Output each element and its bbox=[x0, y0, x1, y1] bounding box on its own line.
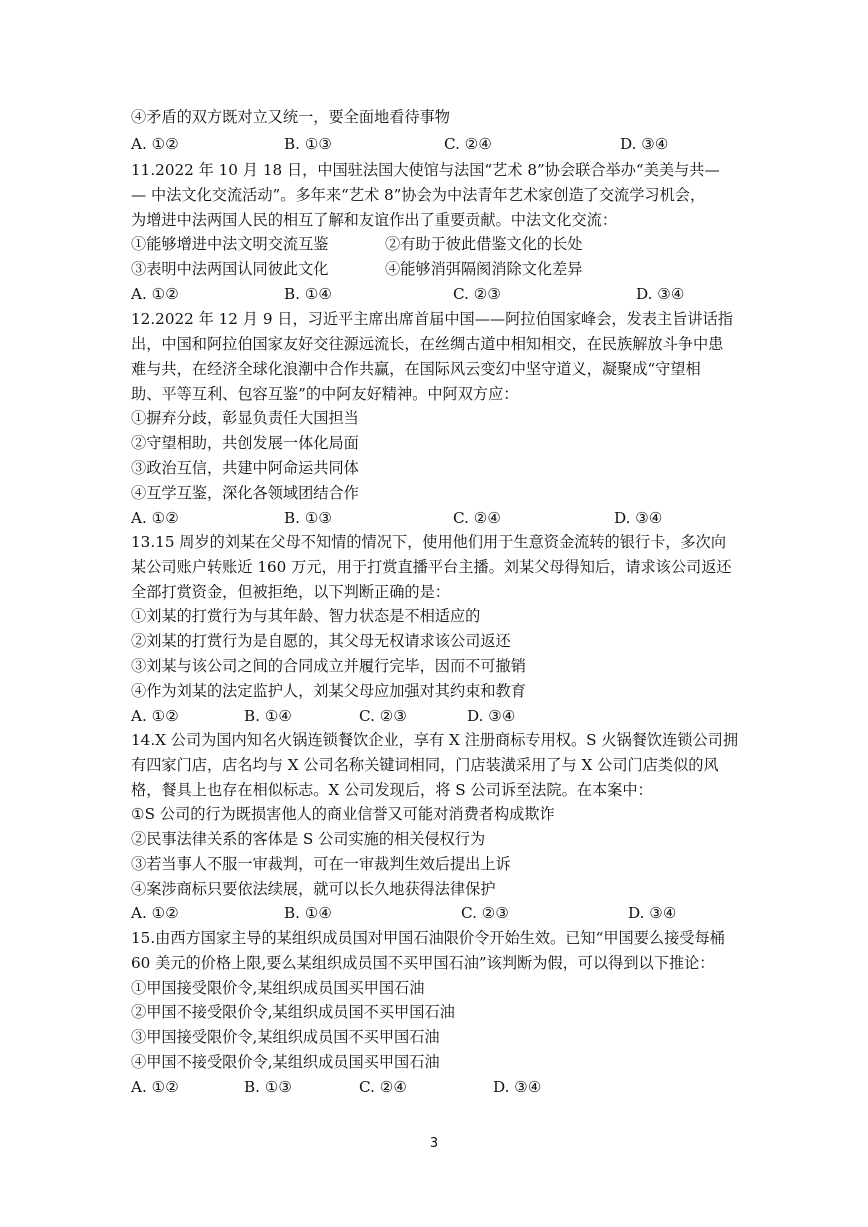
q11-option-c[interactable]: C. ②③ bbox=[453, 285, 501, 303]
q15-stem-line: 15.由西方国家主导的某组织成员国对甲国石油限价令开始生效。已知“甲国要么接受每桶 bbox=[131, 929, 725, 947]
q11-stem-line: 11.2022 年 10 月 18 日，中国驻法国大使馆与法国“艺术 8”协会联合举办“美美与共— bbox=[131, 161, 720, 179]
q15-statement-4: ④甲国不接受限价令,某组织成员国买甲国石油 bbox=[131, 1053, 440, 1071]
q14-option-a[interactable]: A. ①② bbox=[131, 904, 179, 922]
q12-stem-line: 难与共，在经济全球化浪潮中合作共赢，在国际风云变幻中坚守道义，凝聚成“守望相 bbox=[131, 360, 701, 378]
q12-option-a[interactable]: A. ①② bbox=[131, 509, 179, 527]
q15-option-d[interactable]: D. ③④ bbox=[493, 1078, 542, 1096]
q13-stem-line: 某公司账户转账近 160 万元，用于打赏直播平台主播。刘某父母得知后，请求该公司返还 bbox=[131, 558, 732, 576]
q15-statement-2: ②甲国不接受限价令,某组织成员国不买甲国石油 bbox=[131, 1003, 455, 1021]
q15-option-c[interactable]: C. ②④ bbox=[359, 1078, 407, 1096]
q11-statement-3: ③表明中法两国认同彼此文化 bbox=[131, 260, 329, 278]
q12-statement-2: ②守望相助，共创发展一体化局面 bbox=[131, 434, 359, 452]
q12-option-b[interactable]: B. ①③ bbox=[284, 509, 333, 527]
q15-option-a[interactable]: A. ①② bbox=[131, 1078, 179, 1096]
q11-option-b[interactable]: B. ①④ bbox=[284, 285, 333, 303]
page-number: 3 bbox=[429, 1136, 439, 1151]
q12-option-c[interactable]: C. ②④ bbox=[453, 509, 501, 527]
q13-option-d[interactable]: D. ③④ bbox=[467, 707, 516, 725]
q10-option-b[interactable]: B. ①③ bbox=[284, 135, 333, 153]
q14-statement-3: ③若当事人不服一审裁判，可在一审裁判生效后提出上诉 bbox=[131, 855, 511, 873]
q15-stem-line: 60 美元的价格上限,要么某组织成员国不买甲国石油”该判断为假，可以得到以下推论： bbox=[131, 954, 715, 972]
q13-option-c[interactable]: C. ②③ bbox=[359, 707, 407, 725]
q11-statement-1: ①能够增进中法文明交流互鉴 bbox=[131, 235, 329, 253]
q13-option-b[interactable]: B. ①④ bbox=[244, 707, 293, 725]
q14-option-c[interactable]: C. ②③ bbox=[461, 904, 509, 922]
q11-statement-4: ④能够消弭隔阂消除文化差异 bbox=[385, 260, 583, 278]
q14-option-b[interactable]: B. ①④ bbox=[284, 904, 333, 922]
q12-stem-line: 出，中国和阿拉伯国家友好交往源远流长，在丝绸古道中相知相交，在民族解放斗争中患 bbox=[131, 335, 724, 353]
q13-statement-2: ②刘某的打赏行为是自愿的，其父母无权请求该公司返还 bbox=[131, 632, 511, 650]
q11-stem-line: 为增进中法两国人民的相互了解和友谊作出了重要贡献。中法文化交流： bbox=[131, 211, 617, 229]
q11-option-a[interactable]: A. ①② bbox=[131, 285, 179, 303]
q10-statement-4: ④矛盾的双方既对立又统一，要全面地看待事物 bbox=[131, 108, 450, 126]
q10-option-c[interactable]: C. ②④ bbox=[444, 135, 492, 153]
q15-statement-3: ③甲国接受限价令,某组织成员国不买甲国石油 bbox=[131, 1028, 440, 1046]
q13-statement-1: ①刘某的打赏行为与其年龄、智力状态是不相适应的 bbox=[131, 607, 481, 625]
q13-statement-4: ④作为刘某的法定监护人，刘某父母应加强对其约束和教育 bbox=[131, 682, 526, 700]
q11-stem-line: — 中法文化交流活动”。多年来“艺术 8”协会为中法青年艺术家创造了交流学习机会， bbox=[131, 186, 706, 204]
q12-stem-line: 12.2022 年 12 月 9 日，习近平主席出席首届中国——阿拉伯国家峰会，发表主旨讲话指 bbox=[131, 310, 733, 328]
q12-statement-4: ④互学互鉴，深化各领域团结合作 bbox=[131, 484, 359, 502]
q13-statement-3: ③刘某与该公司之间的合同成立并履行完毕，因而不可撤销 bbox=[131, 657, 526, 675]
q14-statement-4: ④案涉商标只要依法续展，就可以长久地获得法律保护 bbox=[131, 880, 496, 898]
q14-stem-line: 格，餐具上也存在相似标志。X 公司发现后，将 S 公司诉至法院。在本案中： bbox=[131, 781, 653, 799]
q15-option-b[interactable]: B. ①③ bbox=[244, 1078, 293, 1096]
q14-stem-line: 有四家门店，店名均与 X 公司名称关键词相同，门店装潢采用了与 X 公司门店类似的风 bbox=[131, 756, 719, 774]
q13-stem-line: 13.15 周岁的刘某在父母不知情的情况下，使用他们用于生意资金流转的银行卡，多次向 bbox=[131, 533, 727, 551]
q10-option-a[interactable]: A. ①② bbox=[131, 135, 179, 153]
q11-option-d[interactable]: D. ③④ bbox=[636, 285, 685, 303]
q10-option-d[interactable]: D. ③④ bbox=[620, 135, 669, 153]
q14-stem-line: 14.X 公司为国内知名火锅连锁餐饮企业，享有 X 注册商标专用权。S 火锅餐饮连锁公司拥 bbox=[131, 731, 739, 749]
q12-stem-line: 助、平等互利、包容互鉴”的中阿友好精神。中阿双方应： bbox=[131, 385, 519, 403]
q14-statement-2: ②民事法律关系的客体是 S 公司实施的相关侵权行为 bbox=[131, 830, 486, 848]
q15-statement-1: ①甲国接受限价令,某组织成员国买甲国石油 bbox=[131, 979, 425, 997]
q12-option-d[interactable]: D. ③④ bbox=[614, 509, 663, 527]
q12-statement-3: ③政治互信，共建中阿命运共同体 bbox=[131, 459, 359, 477]
q11-statement-2: ②有助于彼此借鉴文化的长处 bbox=[385, 235, 583, 253]
q14-option-d[interactable]: D. ③④ bbox=[628, 904, 677, 922]
q12-statement-1: ①摒弃分歧，彰显负责任大国担当 bbox=[131, 409, 359, 427]
q14-statement-1: ①S 公司的行为既损害他人的商业信誉又可能对消费者构成欺诈 bbox=[131, 805, 555, 823]
q13-stem-line: 全部打赏资金，但被拒绝，以下判断正确的是： bbox=[131, 583, 450, 601]
q13-option-a[interactable]: A. ①② bbox=[131, 707, 179, 725]
